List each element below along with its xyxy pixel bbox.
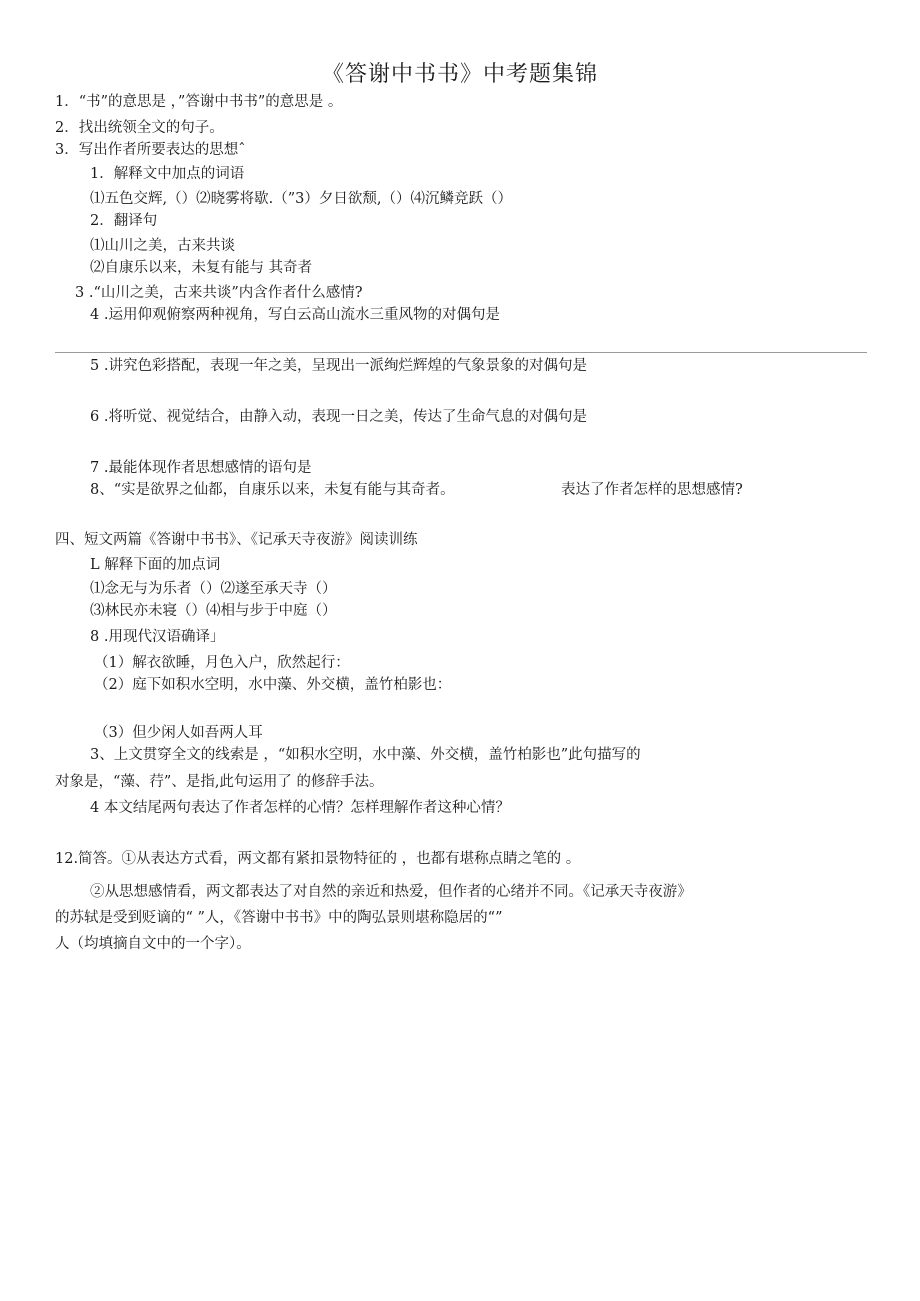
subquestion-8: 8、“实是欲界之仙都，自康乐以来，未复有能与其奇者。 <box>90 482 455 498</box>
translation-2: （2）庭下如积水空明，水中藻、外交横，盖竹柏影也： <box>94 677 452 693</box>
subquestion-2-sentence-1: ⑴山川之美，古来共谈 <box>90 238 235 254</box>
translation-3: （3）但少闲人如吾两人耳 <box>94 725 263 741</box>
section-4-words-2: ⑶林民亦未寝（）⑷相与步于中庭（） <box>90 603 337 619</box>
section-4-item-4: 4 本文结尾两句表达了作者怎样的心情？怎样理解作者这种心情？ <box>90 800 510 816</box>
section-4-item-3-cont: 对象是，“藻、荇”、是指,此句运用了 的修辞手法。 <box>55 774 384 790</box>
page-title: 《答谢中书书》中考题集锦 <box>321 62 598 87</box>
question-12-part-2-cont: 的苏轼是受到贬谪的“ ”人，《答谢中书书》中的陶弘景则堪称隐居的“” <box>55 910 503 926</box>
subquestion-1-words: ⑴五色交辉,（）⑵晓雾将歇.（”3）夕日欲颓,（）⑷沉鳞竞跃（） <box>90 191 512 207</box>
subquestion-7: 7 .最能体现作者思想感情的语句是 <box>90 460 312 476</box>
subquestion-8-prompt: 表达了作者怎样的思想感情? <box>561 482 743 498</box>
answer-divider-line <box>55 352 867 353</box>
subquestion-6: 6 .将听觉、视觉结合，由静入动，表现一日之美，传达了生命气息的对偶句是 <box>90 409 587 425</box>
question-2: 2．找出统领全文的句子。 <box>55 120 224 136</box>
section-4-item-3: 3、上文贯穿全文的线索是 ，“如积水空明，水中藻、外交横，盖竹柏影也”此句描写的 <box>90 747 641 763</box>
section-4-item-L: L 解释下面的加点词 <box>90 557 221 573</box>
subquestion-4: 4 .运用仰观俯察两种视角，写白云高山流水三重风物的对偶句是 <box>90 307 500 323</box>
question-12: 12.简答。①从表达方式看，两文都有紧扣景物特征的 ，也都有堪称点睛之笔的 。 <box>55 851 581 867</box>
section-4-words-1: ⑴念无与为乐者（）⑵遂至承天寺（） <box>90 581 337 597</box>
subquestion-2-sentence-2: ⑵自康乐以来，未复有能与 其奇者 <box>90 260 313 276</box>
question-1: 1．“书”的意思是 ，”答谢中书书”的意思是 。 <box>55 94 343 110</box>
subquestion-3: 3 .“山川之美，古来共谈”内含作者什么感情? <box>75 285 363 301</box>
question-12-part-2: ②从思想感情看，两文都表达了对自然的亲近和热爱，但作者的心绪并不同。《记承天寺夜游》 <box>90 884 692 900</box>
question-3: 3．写出作者所要表达的思想ˆ <box>55 142 246 158</box>
subquestion-5: 5 .讲究色彩搭配，表现一年之美，呈现出一派绚烂辉煌的气象景象的对偶句是 <box>90 358 587 374</box>
subquestion-1: 1．解释文中加点的词语 <box>90 166 245 182</box>
section-4-heading: 四、短文两篇《答谢中书书》、《记承天寺夜游》阅读训练 <box>55 532 418 548</box>
question-12-part-2-end: 人（均填摘自文中的一个字）。 <box>55 936 251 952</box>
translation-1: （1）解衣欲睡，月色入户，欣然起行： <box>94 655 350 671</box>
subquestion-2: 2．翻译句 <box>90 213 158 229</box>
section-4-item-8: 8 .用现代汉语确译」 <box>90 629 225 645</box>
